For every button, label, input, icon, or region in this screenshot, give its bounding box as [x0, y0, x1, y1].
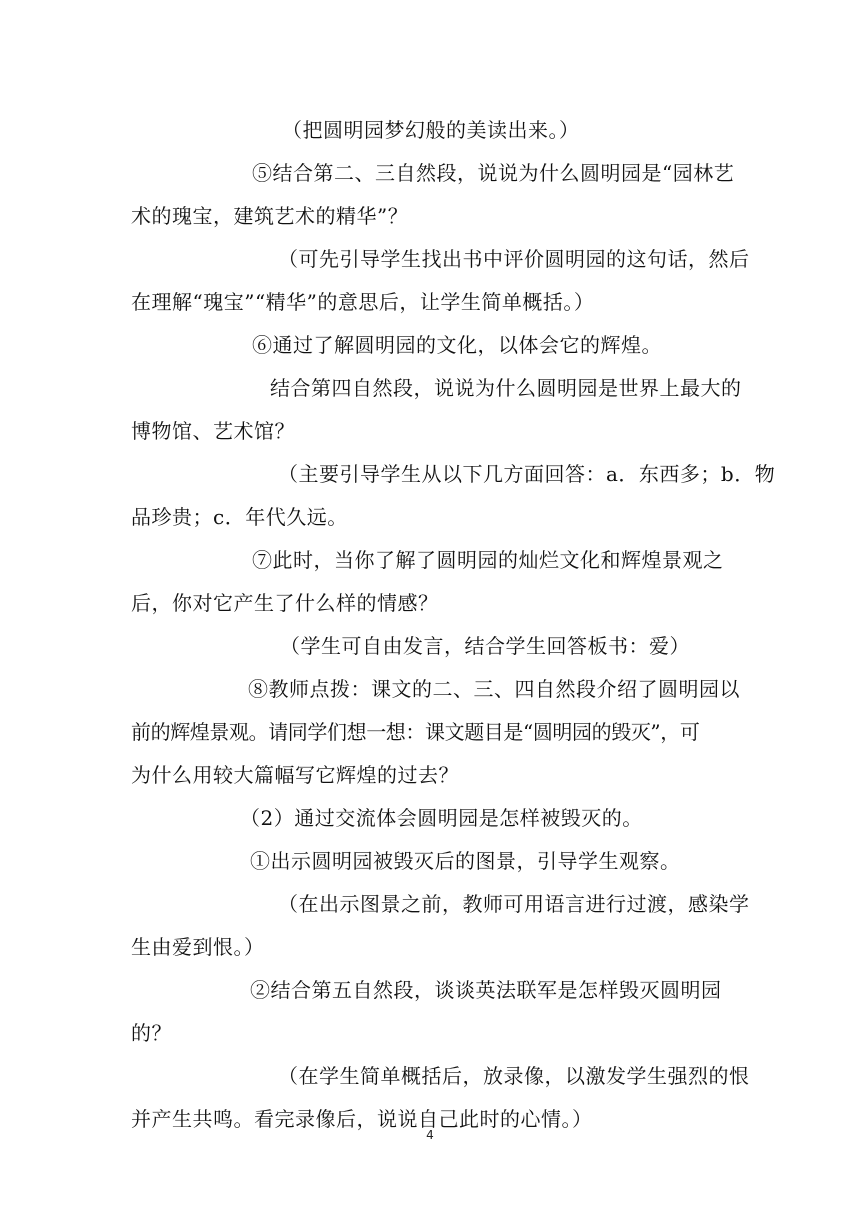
text-line-22: 的？ [131, 1021, 172, 1045]
text-line-18: ①出示圆明园被毁灭后的图景，引导学生观察。 [250, 849, 681, 873]
text-line-3: 术的瑰宝，建筑艺术的精华”？ [131, 204, 409, 228]
text-line-13: （学生可自由发言，结合学生回答板书：爱） [280, 634, 690, 658]
text-line-20: 生由爱到恨。） [131, 935, 265, 959]
text-line-2: ⑤结合第二、三自然段，说说为什么圆明园是“园林艺 [252, 161, 735, 185]
text-line-11: ⑦此时，当你了解了圆明园的灿烂文化和辉煌景观之 [252, 548, 724, 572]
text-line-5: 在理解“瑰宝”“精华”的意思后，让学生简单概括。） [131, 290, 595, 314]
page-number: 4 [426, 1128, 434, 1142]
text-line-8: 博物馆、艺术馆？ [131, 419, 295, 443]
text-line-16: 为什么用较大篇幅写它辉煌的过去？ [131, 763, 459, 787]
text-line-4: （可先引导学生找出书中评价圆明园的这句话，然后 [278, 247, 750, 271]
text-line-10: 品珍贵；c．年代久远。 [131, 505, 348, 529]
text-line-24: 并产生共鸣。看完录像后，说说自己此时的心情。） [131, 1107, 593, 1131]
text-line-9: （主要引导学生从以下几方面回答：a．东西多；b．物 [278, 462, 776, 486]
text-line-19: （在出示图景之前，教师可用语言进行过渡，感染学 [278, 892, 750, 916]
text-line-14: ⑧教师点拨：课文的二、三、四自然段介绍了圆明园以 [248, 677, 740, 701]
text-line-23: （在学生简单概括后，放录像，以激发学生强烈的恨 [278, 1064, 750, 1088]
text-line-12: 后，你对它产生了什么样的情感？ [131, 591, 439, 615]
text-line-21: ②结合第五自然段，谈谈英法联军是怎样毁灭圆明园 [250, 978, 722, 1002]
text-line-17: （2）通过交流体会圆明园是怎样被毁灭的。 [240, 806, 643, 830]
text-line-7: 结合第四自然段，说说为什么圆明园是世界上最大的 [270, 376, 742, 400]
text-line-6: ⑥通过了解圆明园的文化，以体会它的辉煌。 [252, 333, 662, 357]
text-line-1: （把圆明园梦幻般的美读出来。） [282, 118, 580, 142]
text-line-15: 前的辉煌景观。请同学们想一想：课文题目是“圆明园的毁灭”，可 [131, 720, 700, 744]
